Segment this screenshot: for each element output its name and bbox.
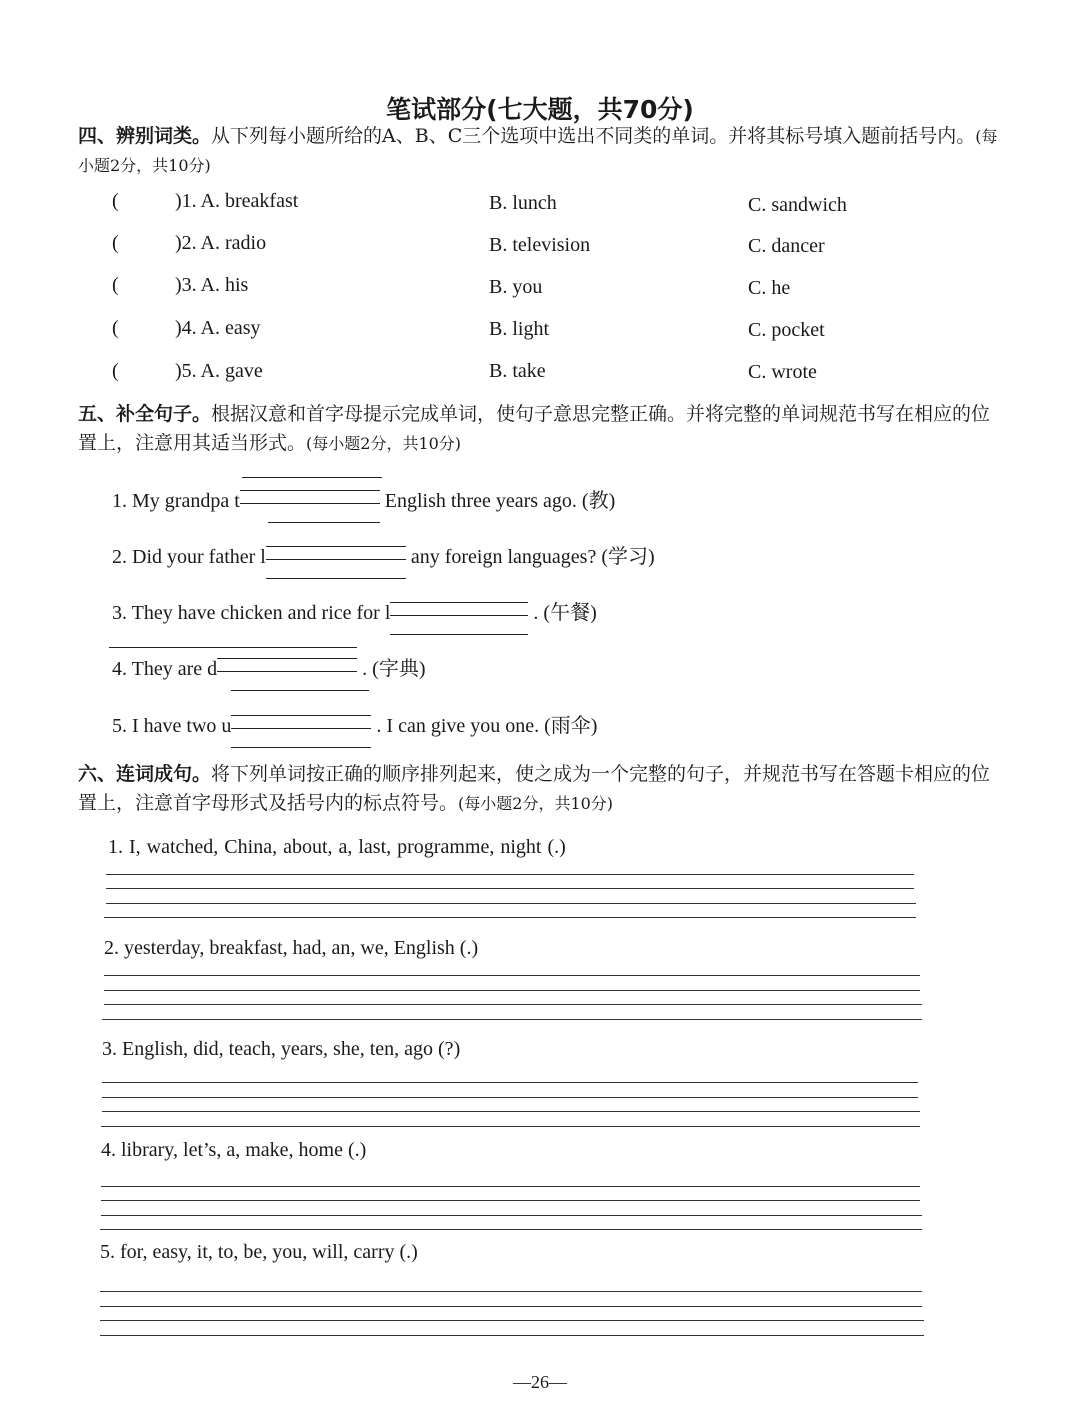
sentence-4-start: 4. They are d xyxy=(112,658,218,680)
reorder-question-5: 5. for, easy, it, to, be, you, will, carry (.) xyxy=(100,1241,418,1263)
section-6-note: (每小题2分，共10分) xyxy=(458,794,614,813)
question-3-option-a: )3. A. his xyxy=(175,274,249,296)
page-number: —26— xyxy=(513,1372,567,1392)
section-4-instruction: 从下列每小题所给的A、B、C三个选项中选出不同类的单词。并将其标号填入题前括号内。 xyxy=(211,125,976,147)
sentence-1-start: 1. My grandpa t xyxy=(112,490,240,512)
section-6-instruction: 将下列单词按正确的顺序排列起来，使之成为一个完整的句子，并规范书写在答题卡相应的位置上，注意首字母形式及括号内的标点符号。 xyxy=(78,763,991,814)
question-4-option-c: C. pocket xyxy=(748,319,825,341)
question-5-option-a: )5. A. gave xyxy=(175,360,263,382)
section-4-heading: 四、辨别词类。 xyxy=(78,125,212,147)
sentence-2-end: any foreign languages? (学习) xyxy=(405,546,655,568)
sentence-4-end: . (字典) xyxy=(357,658,426,680)
sentence-5-end: . I can give you one. (雨伞) xyxy=(371,715,598,737)
section-4-note: (每小题2分，共10分) xyxy=(78,127,998,175)
blank-3[interactable] xyxy=(390,599,528,619)
sentence-5-start: 5. I have two u xyxy=(112,715,232,737)
sentence-3-end: . (午餐) xyxy=(528,602,597,624)
section-5-heading: 五、补全句子。 xyxy=(78,403,212,425)
sentence-2 xyxy=(112,540,655,569)
section-5-instruction: 根据汉意和首字母提示完成单词，使句子意思完整正确。并将完整的单词规范书写在相应的位置上，注意用其适当形式。 xyxy=(78,403,991,454)
question-2-option-b: B. television xyxy=(489,234,591,256)
reorder-question-4: 4. library, let’s, a, make, home (.) xyxy=(101,1139,367,1161)
page-title: 笔试部分(七大题，共70分) xyxy=(386,95,694,124)
blank-1[interactable] xyxy=(240,487,380,507)
sentence-1-end: English three years ago. (教) xyxy=(379,490,616,512)
answer-bracket-2[interactable]: ( xyxy=(112,232,119,254)
reorder-question-2: 2. yesterday, breakfast, had, an, we, English (.) xyxy=(104,937,479,959)
answer-bracket-4[interactable]: ( xyxy=(112,317,119,339)
sentence-3-start: 3. They have chicken and rice for l xyxy=(112,602,391,624)
question-1-option-b: B. lunch xyxy=(489,192,557,214)
question-3-option-b: B. you xyxy=(489,276,543,298)
answer-bracket-3[interactable]: ( xyxy=(112,274,119,296)
question-3-option-c: C. he xyxy=(748,277,791,299)
question-2-option-c: C. dancer xyxy=(748,235,825,257)
question-2-option-a: )2. A. radio xyxy=(175,232,267,254)
sentence-5 xyxy=(112,709,597,738)
blank-4[interactable] xyxy=(217,655,357,675)
section-4-instructions xyxy=(78,122,1008,180)
section-5-note: (每小题2分，共10分) xyxy=(306,434,462,453)
blank-2[interactable] xyxy=(266,543,406,563)
section-6-instructions xyxy=(78,760,1008,818)
section-6-heading: 六、连词成句。 xyxy=(78,763,212,785)
reorder-question-3: 3. English, did, teach, years, she, ten, ago (?) xyxy=(102,1038,461,1060)
sentence-2-start: 2. Did your father l xyxy=(112,546,266,568)
question-4-option-b: B. light xyxy=(489,318,550,340)
answer-bracket-5[interactable]: ( xyxy=(112,360,119,382)
question-5-option-b: B. take xyxy=(489,360,546,382)
question-1-option-c: C. sandwich xyxy=(748,194,847,216)
section-5-instructions xyxy=(78,400,1008,458)
question-4-option-a: )4. A. easy xyxy=(175,317,261,339)
question-1-option-a: )1. A. breakfast xyxy=(175,190,299,212)
blank-5[interactable] xyxy=(231,712,371,732)
sentence-3 xyxy=(112,596,597,625)
question-5-option-c: C. wrote xyxy=(748,361,817,383)
sentence-4 xyxy=(112,652,425,681)
reorder-question-1: 1. I, watched, China, about, a, last, programme, night (.) xyxy=(108,836,566,858)
answer-bracket-1[interactable]: ( xyxy=(112,190,119,212)
sentence-1 xyxy=(112,484,615,513)
